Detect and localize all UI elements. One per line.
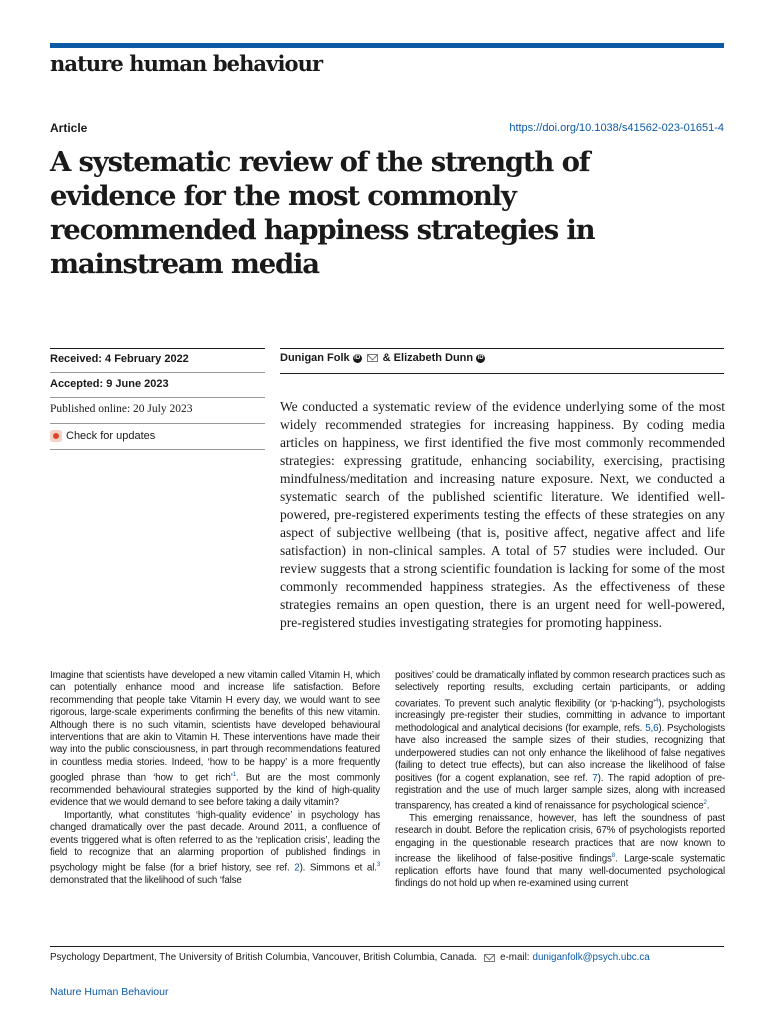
journal-name: nature human behaviour: [50, 51, 323, 76]
divider: [50, 449, 265, 450]
body-column-left: [50, 670, 380, 887]
citation-link[interactable]: 5,6: [645, 722, 659, 734]
check-for-updates-label: Check for updates: [66, 430, 156, 442]
citation-link[interactable]: 1: [232, 772, 236, 779]
email-link[interactable]: duniganfolk@psych.ubc.ca: [532, 952, 650, 963]
divider: [50, 372, 265, 373]
body-paragraph: This emerging renaissance, however, has left the soundness of past research in doubt. Before the replication crisis, 67% of psychologists reported engaging in the questionable research practices that are now known to increase the likelihood of false-positive findings$^8$. Large-scale systematic replication efforts have found that many well-documented psychological findings do not hold up when re-examined using current: [395, 813, 725, 890]
author-name[interactable]: & Elizabeth Dunn: [382, 352, 474, 364]
orcid-icon[interactable]: iD: [354, 354, 361, 361]
affiliation-text: Psychology Department, The University of British Columbia, Vancouver, British Columbia, Canada.: [50, 952, 478, 963]
citation-link[interactable]: 3: [376, 862, 380, 869]
email-icon: [484, 954, 495, 962]
divider: [280, 348, 724, 349]
citation-link[interactable]: 4: [655, 697, 659, 704]
published-date: Published online: 20 July 2023: [50, 403, 193, 415]
divider: [50, 348, 265, 349]
divider: [50, 423, 265, 424]
affiliation-line: [50, 952, 650, 963]
author-list: [280, 352, 485, 364]
citation-link[interactable]: 2: [294, 862, 300, 874]
author-name[interactable]: Dunigan Folk: [280, 352, 350, 364]
divider: [50, 397, 265, 398]
citation-link[interactable]: 8: [611, 853, 615, 860]
doi-link[interactable]: https://doi.org/10.1038/s41562-023-01651-4: [509, 122, 724, 134]
citation-link[interactable]: 2: [703, 800, 707, 807]
crossmark-icon: [50, 430, 62, 442]
divider: [280, 373, 724, 374]
article-title: A systematic review of the strength of evidence for the most commonly recommended happiness strategies in mainstream media: [50, 146, 595, 280]
accepted-date: Accepted: 9 June 2023: [50, 378, 169, 390]
body-paragraph: Imagine that scientists have developed a new vitamin called Vitamin H, which can potentially enhance mood and increase life satisfaction. Before recommending that people take Vitamin H every day, we would want to see rigorous, large-scale experiments confirming the benefits of this new vitamin. Although there is no such vitamin, scientists have developed behavioural interventions that are akin to Vitamin H. These interventions have made their way into the public consciousness, in part through recommendations featured in countless media stories. Indeed, ‘how to be happy’ is a more frequently googled phrase than ‘how to get rich’$^1$. But are the most commonly recommended behavioural strategies supported by the kind of high-quality evidence that we would demand to see before taking a daily vitamin?: [50, 670, 380, 809]
orcid-icon[interactable]: iD: [477, 354, 484, 361]
received-date: Received: 4 February 2022: [50, 353, 189, 365]
body-paragraph: Importantly, what constitutes ‘high-quality evidence’ in psychology has changed dramatically over the past decade. Around 2011, a confluence of events triggered what is often referred to as the ‘replication crisis’, leading the field to recognize that an alarming proportion of published findings in psychology might be false (for a brief history, see ref. 2). Simmons et al.$^3$ demonstrated that the likelihood of such ‘false: [50, 809, 380, 887]
footer-journal-name: Nature Human Behaviour: [50, 986, 169, 998]
body-column-right: [395, 670, 725, 891]
citation-link[interactable]: 7: [592, 772, 598, 784]
journal-accent-bar: [50, 43, 724, 48]
email-icon[interactable]: [367, 354, 378, 362]
article-type-label: Article: [50, 121, 88, 135]
email-label: e-mail:: [500, 952, 530, 963]
check-for-updates-button[interactable]: [50, 430, 155, 442]
body-paragraph: positives’ could be dramatically inflated by common research practices such as selectively reporting results, excluding certain participants, or adding covariates. To prevent such analytic flexibility (or ‘p-hacking’$^4$), psychologists increasingly pre-register their studies, committing in advance to important methodological and analytical decisions (for example, refs. 5,6). Psychologists have also increased the sample sizes of their studies, recognizing that underpowered studies can not only enhance the likelihood of false negatives (failing to detect true effects), but can also increase the likelihood of false positives (for a cogent explanation, see ref. 7). The rapid adoption of pre-registration and the use of much larger sample sizes, along with increased transparency, has created a kind of renaissance for psychological science$^2$.: [395, 670, 725, 812]
footer-divider: [50, 946, 724, 947]
abstract: We conducted a systematic review of the evidence underlying some of the most widely recommended strategies for increasing happiness. By coding media articles on happiness, we first identified the five most commonly recommended strategies: expressing gratitude, enhancing sociability, exercising, practising mindfulness/meditation and increasing nature exposure. Next, we conducted a systematic search of the published scientific literature. We identified well-powered, pre-registered experiments testing the effects of these strategies on any aspect of subjective wellbeing (that is, positive affect, negative affect and life satisfaction) in non-clinical samples. A total of 57 studies were included. Our review suggests that a strong scientific foundation is lacking for some of the most commonly recommended happiness strategies. As the effectiveness of these strategies remains an open question, there is an urgent need for well-powered, pre-registered studies investigating strategies for promoting happiness.: [280, 399, 725, 630]
